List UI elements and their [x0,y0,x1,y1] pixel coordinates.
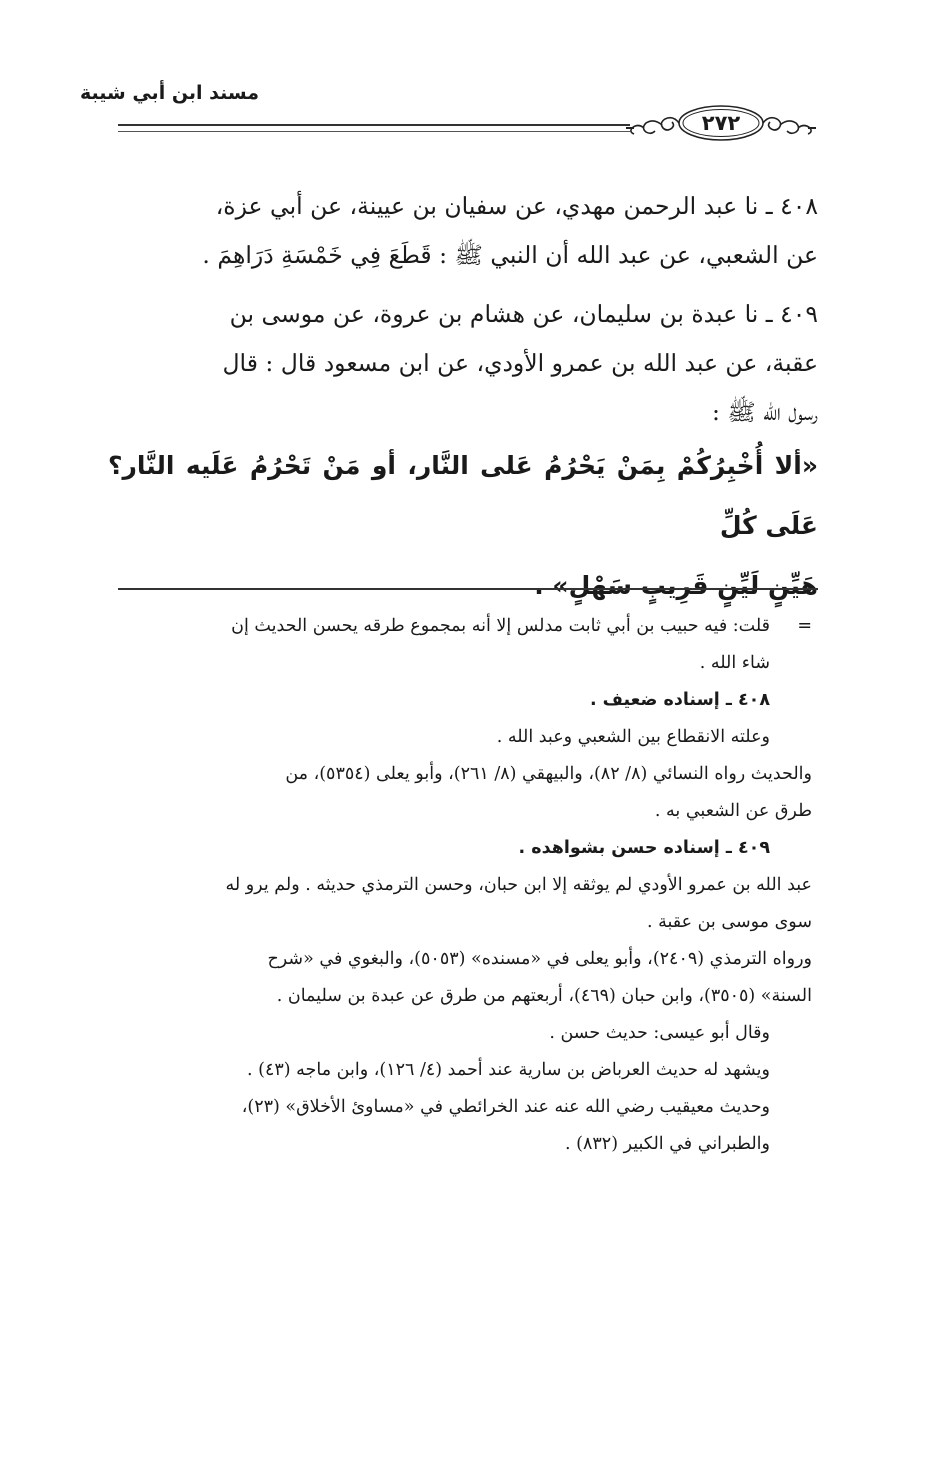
footnote-408-line: طرق عن الشعبي به . [654,801,812,821]
hadith-409 [108,290,818,437]
hadith-408-line-2: عن الشعبي، عن عبد الله أن النبي ﷺ : قَطَعَ فِي خَمْسَةِ دَرَاهِمَ . [202,241,818,269]
header-rule-thin [118,131,630,132]
hadith-408-line-1: ٤٠٨ ـ نا عبد الرحمن مهدي، عن سفيان بن عيينة، عن أبي عزة، [215,192,818,220]
footnote-409-line: السنة» (٣٥٠٥)، وابن حبان (٤٦٩)، أربعتهم من طرق عن عبدة بن سليمان . [276,986,812,1006]
footnotes [108,608,812,1163]
footnote-409-line: ويشهد له حديث العرباض بن سارية عند أحمد (٤/ ١٢٦)، وابن ماجه (٤٣) . [247,1060,770,1080]
footnote-409-line: عبد الله بن عمرو الأودي لم يوثقه إلا ابن حبان، وحسن الترمذي حديثه . ولم يرو له [225,875,812,895]
footnote-409-line: وحديث معيقيب رضي الله عنه عند الخرائطي في «مساوئ الأخلاق» (٢٣)، [241,1097,770,1117]
footnote-408-line: وعلته الانقطاع بين الشعبي وعبد الله . [496,727,770,747]
footnote-409-line: والطبراني في الكبير (٨٣٢) . [565,1134,770,1154]
footnote-409-line: ورواه الترمذي (٢٤٠٩)، وأبو يعلى في «مسنده» (٥٠٥٣)، والبغوي في «شرح [267,949,812,969]
hadith-409-line-1: ٤٠٩ ـ نا عبدة بن سليمان، عن هشام بن عروة، عن موسى بن [229,300,818,328]
hadith-409-line-2: عقبة، عن عبد الله بن عمرو الأودي، عن ابن مسعود قال : قال [222,349,818,377]
footnote-409-heading: ٤٠٩ ـ إسناده حسن بشواهده . [518,838,770,858]
page-number: ٢٧٢ [701,111,741,135]
hadith-409-line-3: رسول الله ﷺ : [711,398,818,426]
continuation-mark: = [797,616,812,636]
footnote-continuation-line [108,608,812,645]
footnote-separator [118,588,818,590]
footnote-408-line: والحديث رواه النسائي (٨/ ٨٢)، والبيهقي (٨/ ٢٦١)، وأبو يعلى (٥٣٥٤)، من [285,764,812,784]
hadith-409-quote-line-2: هَيِّنٍ لَيِّنٍ قَرِيبٍ سَهْلٍ» . [534,571,818,600]
footnote-409-line: سوى موسى بن عقبة . [646,912,812,932]
header-rule [118,124,630,126]
footnote-409-line: وقال أبو عيسى: حديث حسن . [549,1023,770,1043]
footnote-text: قلت: فيه حبيب بن أبي ثابت مدلس إلا أنه بمجموع طرقه يحسن الحديث إن [231,616,770,636]
footnote-408-heading: ٤٠٨ ـ إسناده ضعيف . [589,690,770,710]
footnote-continuation-line: شاء الله . [699,653,770,673]
running-title: مسند ابن أبي شيبة [80,82,260,104]
hadith-409-quote-line-1: «ألا أُخْبِرُكُمْ بِمَنْ يَحْرُمُ عَلى النَّار، أو مَنْ تَحْرُمُ عَلَيه النَّار؟ عَلَى كُلِّ [108,451,818,540]
hadith-408 [108,182,818,280]
